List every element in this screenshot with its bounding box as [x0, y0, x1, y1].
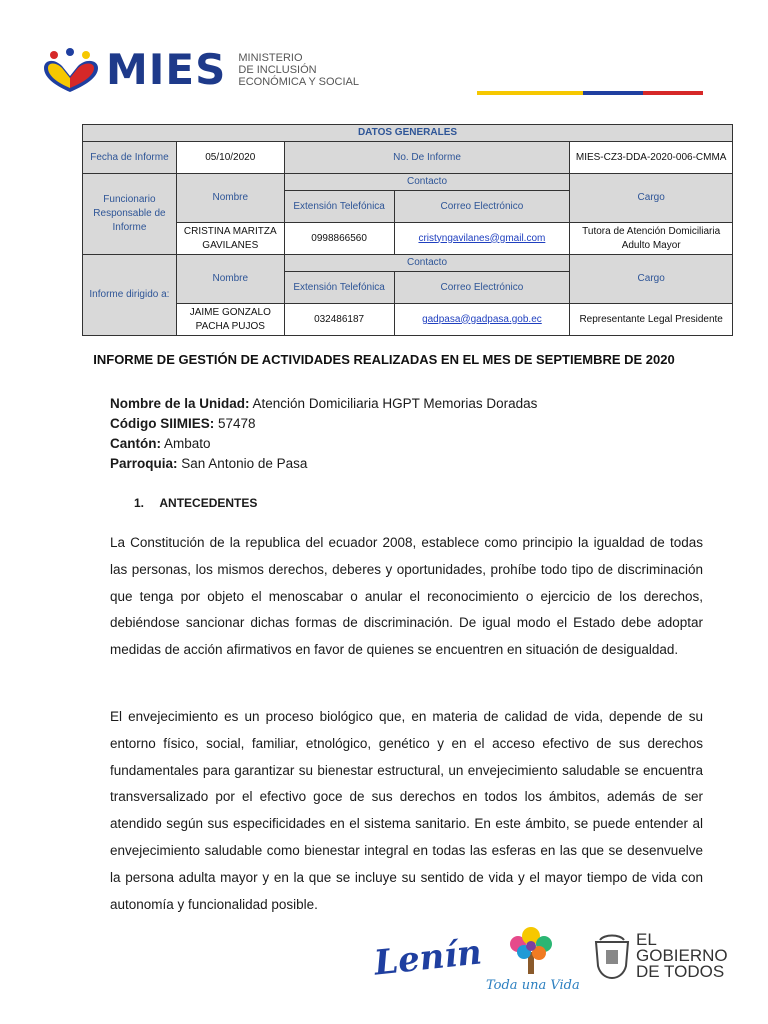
codigo-value: 57478 — [218, 416, 256, 431]
mies-logo — [40, 46, 359, 94]
page-header — [0, 0, 768, 110]
dirigido-telefono: 032486187 — [284, 304, 394, 336]
fecha-label: Fecha de Informe — [83, 142, 177, 174]
unit-details — [110, 394, 537, 474]
parroquia-value: San Antonio de Pasa — [181, 456, 308, 471]
funcionario-telefono: 0998866560 — [284, 223, 394, 255]
tree-of-life-icon — [496, 922, 566, 978]
dirigido-nombre: JAIME GONZALO PACHA PUJOS — [176, 304, 284, 336]
paragraph-2: El envejecimiento es un proceso biológico que, en materia de calidad de vida, depende de su entorno físico, social, familiar, etnológico, genético y en el acceso efectivo de sus derechos fundamentales para garantizar su bienestar estructural, un envejecimiento saludable se encuentra transversalizado por el efectivo goce de sus derechos en todos los ámbitos, además de ser atendido según sus especificidades en el sistema sanitario. En este ámbito, se puede entender al envejecimiento saludable como bienestar integral en todas las esferas en las que se desenvuelve la persona adulta mayor y en la que se incluye su sentido de vida y el mayor tiempo de vida con autonomía y funcionalidad posible. — [110, 709, 703, 912]
no-informe-label: No. De Informe — [284, 142, 570, 174]
no-informe-value: MIES-CZ3-DDA-2020-006-CMMA — [570, 142, 733, 174]
unidad-label: Nombre de la Unidad: — [110, 396, 250, 411]
correo-header-2: Correo Electrónico — [394, 272, 570, 304]
signature: Lenín — [372, 932, 484, 984]
nombre-header-2: Nombre — [176, 255, 284, 304]
flag-stripe — [477, 91, 703, 95]
slogan: Toda una Vida — [486, 978, 580, 993]
section-heading — [134, 496, 257, 510]
funcionario-cargo: Tutora de Atención Domiciliaria Adulto Mayor — [570, 223, 733, 255]
unidad-value: Atención Domiciliaria HGPT Memorias Doradas — [252, 396, 538, 411]
funcionario-email-link[interactable]: cristyngavilanes@gmail.com — [418, 232, 546, 244]
table-title: DATOS GENERALES — [83, 125, 733, 142]
contacto-header-2: Contacto — [284, 255, 570, 272]
section-number: 1. — [134, 496, 145, 510]
funcionario-nombre: CRISTINA MARITZA GAVILANES — [176, 223, 284, 255]
paragraph-1: La Constitución de la republica del ecuador 2008, establece como principio la igualdad de todas las personas, los mismos derechos, deberes y oportunidades, prohíbe todo tipo de discriminación que tenga por objeto el menoscabar o anular el reconocimiento o ejercicio de los derechos, debiéndose sancionar dichas formas de discriminación. De igual modo el Estado debe adoptar medidas de acción afirmativos en favor de quienes se encuentren en situación de desigualdad. — [110, 535, 703, 658]
canton-value: Ambato — [164, 436, 211, 451]
family-hearts-icon — [40, 46, 102, 94]
report-title: INFORME DE GESTIÓN DE ACTIVIDADES REALIZADAS EN EL MES DE SEPTIEMBRE DE 2020 — [93, 352, 675, 367]
logo-subtitle: MINISTERIO DE INCLUSIÓN ECONÓMICA Y SOCIAL — [238, 52, 360, 88]
canton-label: Cantón: — [110, 436, 161, 451]
correo-header: Correo Electrónico — [394, 191, 570, 223]
section-title: ANTECEDENTES — [159, 496, 258, 510]
general-data-table — [82, 124, 733, 336]
extension-header: Extensión Telefónica — [284, 191, 394, 223]
cargo-header: Cargo — [570, 174, 733, 223]
government-logo: EL GOBIERNO DE TODOS — [636, 930, 728, 981]
footer-logos — [370, 920, 730, 1020]
dirigido-cargo: Representante Legal Presidente — [570, 304, 733, 336]
codigo-label: Código SIIMIES: — [110, 416, 215, 431]
parroquia-label: Parroquia: — [110, 456, 178, 471]
contacto-header: Contacto — [284, 174, 570, 191]
coat-of-arms-icon — [590, 932, 634, 980]
fecha-value: 05/10/2020 — [176, 142, 284, 174]
cargo-header-2: Cargo — [570, 255, 733, 304]
dirigido-label: Informe dirigido a: — [83, 255, 177, 336]
nombre-header: Nombre — [176, 174, 284, 223]
funcionario-label: Funcionario Responsable de Informe — [83, 174, 177, 255]
extension-header-2: Extensión Telefónica — [284, 272, 394, 304]
dirigido-email-link[interactable]: gadpasa@gadpasa.gob.ec — [422, 313, 542, 325]
logo-wordmark: MIES — [106, 45, 227, 94]
